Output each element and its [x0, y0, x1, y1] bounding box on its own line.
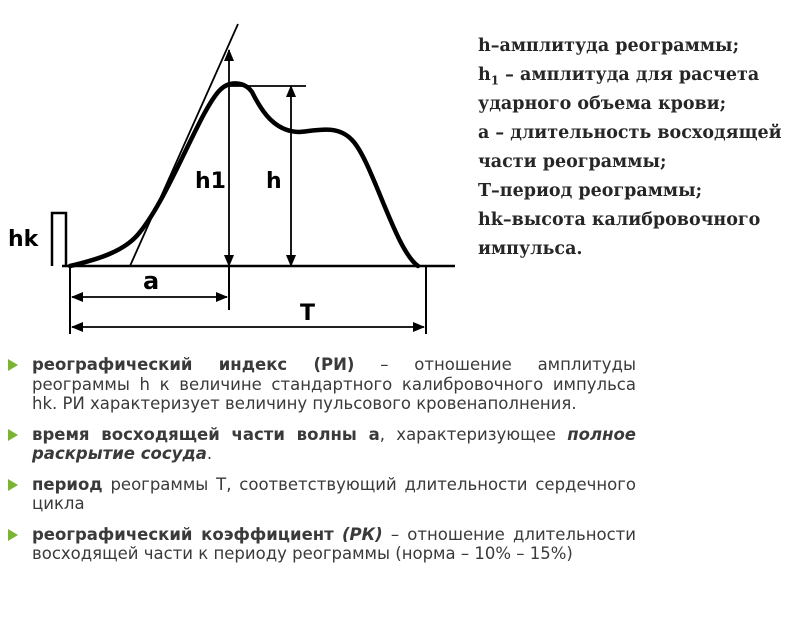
- bullet-text: [32, 475, 636, 514]
- bullet-rise-time: [6, 425, 636, 464]
- bullet-separator: [334, 525, 342, 544]
- legend-line-t: Т–период реограммы;: [478, 181, 703, 201]
- legend-line-a: а – длительность восходящей: [478, 123, 782, 143]
- bullet-rheographic-index: [6, 355, 636, 414]
- legend-h1-letter: h: [478, 65, 491, 85]
- legend-h1-subscript: 1: [490, 73, 500, 88]
- legend-line-a-cont: части реограммы;: [478, 152, 667, 172]
- legend-line-hk-cont: импульса.: [478, 239, 583, 259]
- bullet-description-end: .: [206, 444, 213, 463]
- bullet-text: [32, 355, 636, 414]
- bullet-arrow-icon: [8, 479, 18, 491]
- bullet-list: [6, 355, 636, 575]
- h1-label: h1: [195, 169, 226, 194]
- bullet-rheographic-coefficient: [6, 525, 636, 564]
- bullet-text: [32, 525, 636, 564]
- t-label: T: [300, 301, 316, 326]
- legend-line-h1-cont: ударного объема крови;: [478, 94, 727, 114]
- legend: [478, 32, 794, 264]
- calibration-pulse: [52, 213, 66, 266]
- bullet-description: – отношение амплитуды реограммы h к величине стандартного калибровочного импульса hk. РИ характеризует величину пульсового кровенаполнения.: [32, 355, 636, 413]
- h-label: h: [266, 169, 282, 194]
- legend-line-h: h–амплитуда реограммы;: [478, 36, 740, 56]
- legend-h1-text: – амплитуда для расчета: [499, 65, 760, 85]
- bullet-term: реографический индекс (РИ): [32, 355, 355, 374]
- bullet-arrow-icon: [8, 529, 18, 541]
- hk-label: hk: [8, 227, 39, 252]
- bullet-term: реографический коэффициент: [32, 524, 334, 544]
- bullet-arrow-icon: [8, 359, 18, 371]
- legend-line-h1: [478, 61, 794, 90]
- bullet-description: реограммы Т, соответствующий длительности сердечного цикла: [32, 474, 636, 513]
- bullet-term: время восходящей части волны а: [32, 424, 380, 444]
- bullet-description: – отношение длительности восходящей части к периоду реограммы (норма – 10% – 15%): [32, 524, 636, 563]
- bullet-description: , характеризующее: [379, 424, 568, 444]
- legend-line-hk: hk–высота калибровочного: [478, 210, 761, 230]
- tangent-line: [130, 24, 238, 266]
- bullet-emphasis: полное раскрытие сосуда: [32, 424, 636, 463]
- rheogram-diagram: [0, 0, 470, 345]
- bullet-arrow-icon: [8, 429, 18, 441]
- bullet-text: [32, 425, 636, 464]
- a-label: a: [143, 267, 160, 295]
- bullet-abbreviation: (РК): [341, 524, 383, 544]
- rheogram-curve: [70, 83, 418, 266]
- bullet-period: [6, 475, 636, 514]
- bullet-term: период: [32, 474, 103, 494]
